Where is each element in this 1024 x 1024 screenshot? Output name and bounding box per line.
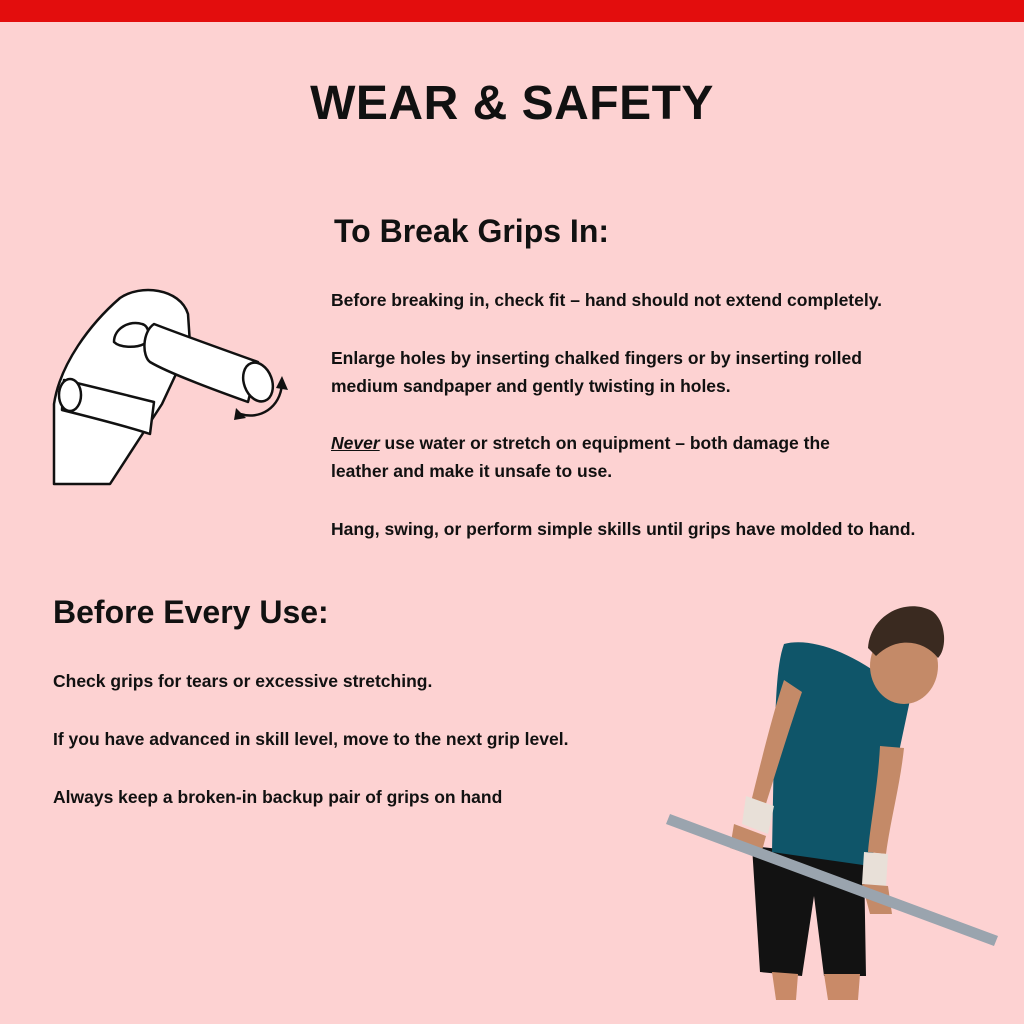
break-in-tip-enlarge-1: Enlarge holes by inserting chalked fingers or by inserting rolled xyxy=(331,348,862,368)
before-use-heading: Before Every Use: xyxy=(53,594,329,630)
before-use-tip-advance: If you have advanced in skill level, move to the next grip level. xyxy=(53,729,569,749)
never-text: use water or stretch on equipment – both damage the xyxy=(379,433,830,453)
before-use-tip-check: Check grips for tears or excessive stretching. xyxy=(53,671,433,691)
break-in-heading: To Break Grips In: xyxy=(334,213,610,249)
break-in-tip-enlarge-2: medium sandpaper and gently twisting in holes. xyxy=(331,376,731,396)
break-in-tip-never-2: leather and make it unsafe to use. xyxy=(331,461,613,481)
break-in-tip-hang: Hang, swing, or perform simple skills until grips have molded to hand. xyxy=(331,519,916,539)
top-accent-bar xyxy=(0,0,1024,22)
break-in-tip-never-1 xyxy=(331,429,830,457)
page-title: WEAR & SAFETY xyxy=(310,77,714,130)
break-in-tip-fit: Before breaking in, check fit – hand should not extend completely. xyxy=(331,290,883,310)
grip-dowel-illustration xyxy=(50,284,290,488)
gymnast-on-bar-photo xyxy=(664,596,1004,1002)
never-emphasis: Never xyxy=(331,433,380,453)
before-use-tip-backup: Always keep a broken-in backup pair of grips on hand xyxy=(53,787,503,807)
